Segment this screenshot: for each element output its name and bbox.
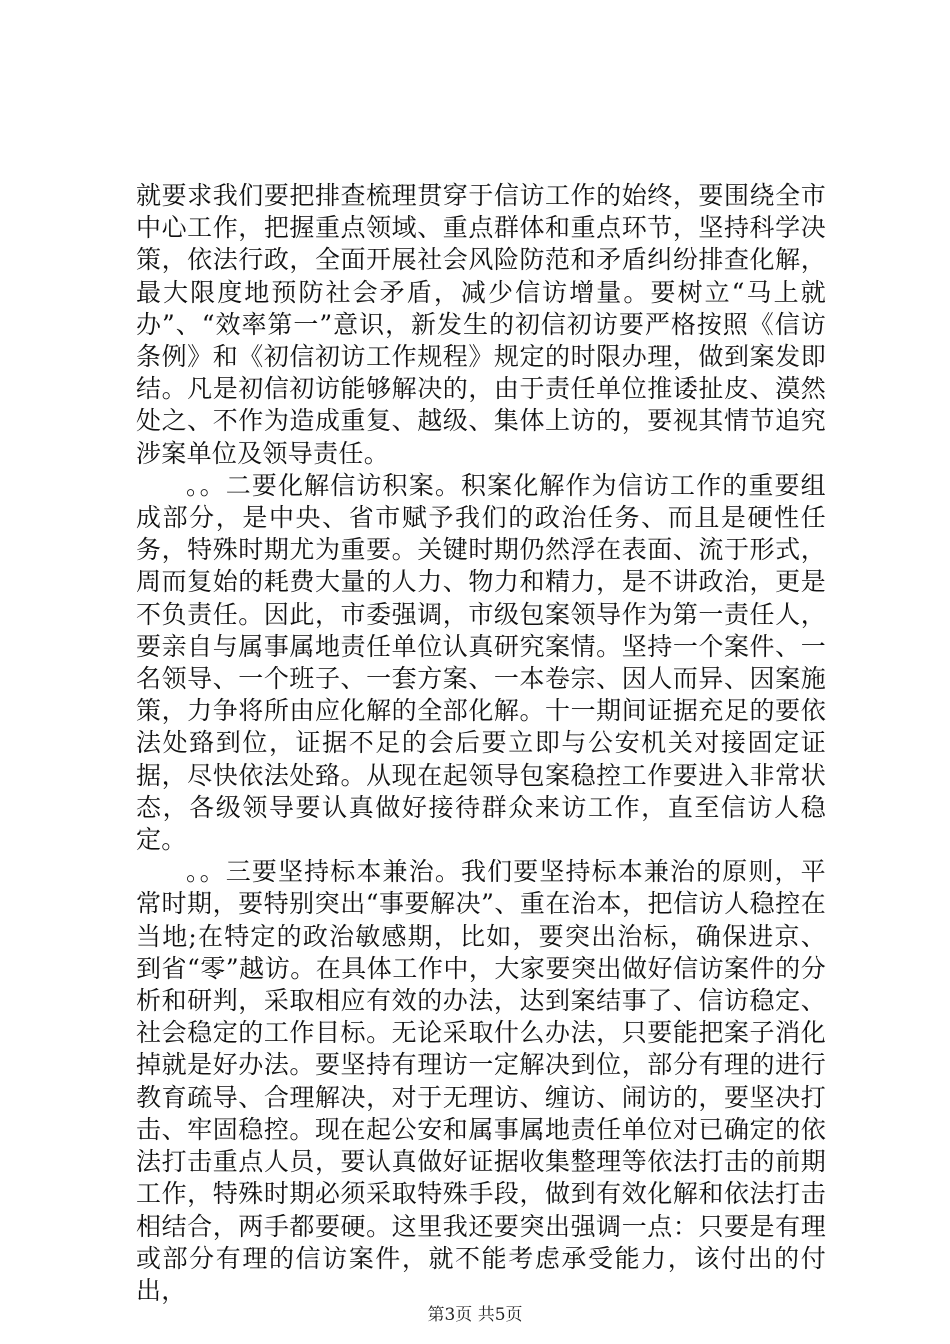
page-number-footer: 第3页 共5页 — [427, 1305, 523, 1325]
document-body — [136, 180, 826, 1307]
paragraph-root-and-symptom: 。。三要坚持标本兼治。我们要坚持标本兼治的原则，平常时期，要特别突出“事要解决”、重在治本，把信访人稳控在当地;在特定的政治敏感期，比如，要突出治标，确保进京、到省“零”越访。在具体工作中，大家要突出做好信访案件的分析和研判，采取相应有效的办法，达到案结事了、信访稳定、社会稳定的工作目标。无论采取什么办法，只要能把案子消化掉就是好办法。要坚持有理访一定解决到位，部分有理的进行教育疏导、合理解决，对于无理访、缠访、闹访的，要坚决打击、牢固稳控。现在起公安和属事属地责任单位对已确定的依法打击重点人员，要认真做好证据收集整理等依法打击的前期工作，特殊时期必须采取特殊手段，做到有效化解和依法打击相结合，两手都要硬。这里我还要突出强调一点：只要是有理或部分有理的信访案件，就不能考虑承受能力，该付出的付出， — [136, 857, 826, 1305]
paragraph-continuation: 就要求我们要把排查梳理贯穿于信访工作的始终，要围绕全市中心工作，把握重点领域、重点群体和重点环节，坚持科学决策，依法行政，全面开展社会风险防范和矛盾纠纷排查化解，最大限度地预防社会矛盾，减少信访增量。要树立“马上就办”、“效率第一”意识，新发生的初信初访要严格按照《信访条例》和《初信初访工作规程》规定的时限办理，做到案发即结。凡是初信初访能够解决的，由于责任单位推诿扯皮、漠然处之、不作为造成重复、越级、集体上访的，要视其情节追究涉案单位及领导责任。 — [136, 181, 826, 468]
paragraph-resolve-backlog: 。。二要化解信访积案。积案化解作为信访工作的重要组成部分，是中央、省市赋予我们的政治任务、而且是硬性任务，特殊时期尤为重要。关键时期仍然浮在表面、流于形式，周而复始的耗费大量的人力、物力和精力，是不讲政治，更是不负责任。因此，市委强调，市级包案领导作为第一责任人，要亲自与属事属地责任单位认真研究案情。坚持一个案件、一名领导、一个班子、一套方案、一本卷宗、因人而异、因案施策，力争将所由应化解的全部化解。十一期间证据充足的要依法处臵到位，证据不足的会后要立即与公安机关对接固定证据，尽快依法处臵。从现在起领导包案稳控工作要进入非常状态，各级领导要认真做好接待群众来访工作，直至信访人稳定。 — [136, 470, 826, 855]
